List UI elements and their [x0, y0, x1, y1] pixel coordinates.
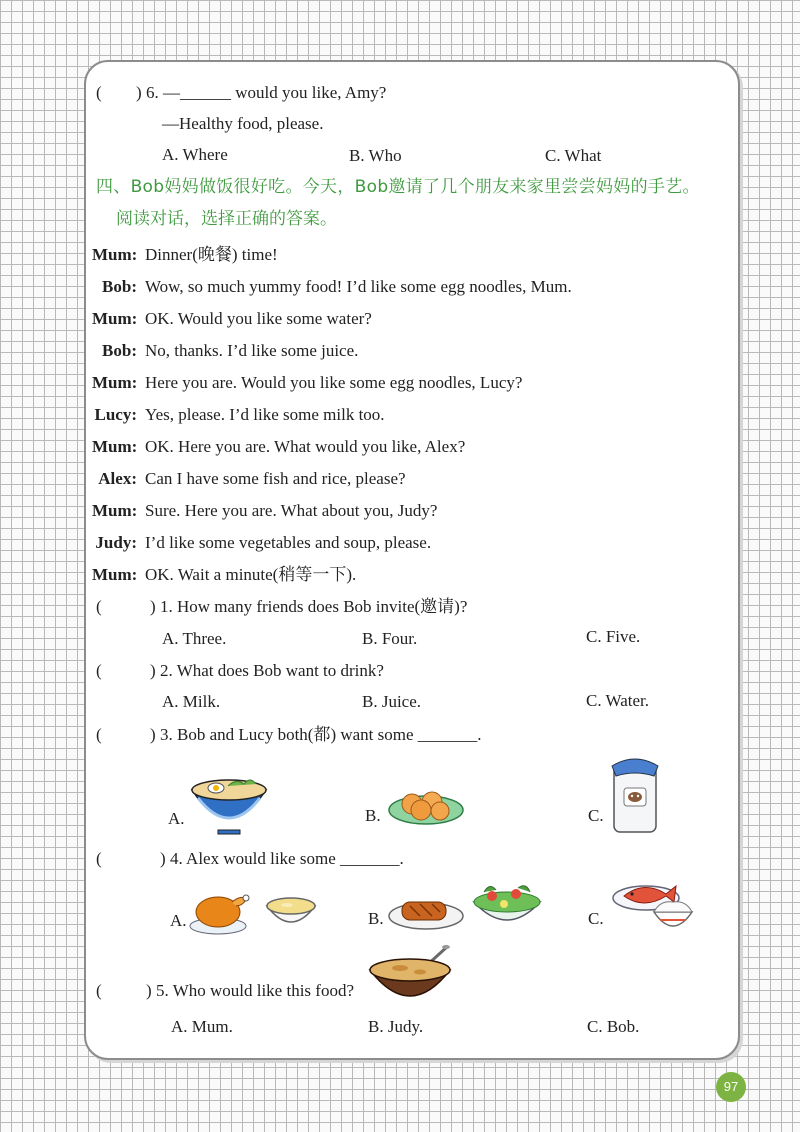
steak-plate-picture [388, 892, 466, 932]
speaker-label: Judy: [95, 533, 137, 552]
vegetable-salad-picture [470, 878, 544, 932]
answer-paren-close: ) [150, 597, 156, 616]
dialogue-line: Dinner(晚餐) time! [145, 245, 278, 264]
rice-bowl-picture [652, 900, 694, 934]
speaker-label: Bob: [102, 277, 137, 296]
dialogue-line: Can I have some fish and rice, please? [145, 469, 406, 488]
question-2-option-c: C. Water. [586, 691, 650, 710]
dialogue-line: I’d like some vegetables and soup, please. [145, 533, 432, 552]
question-3-option-b-label: B. [365, 806, 381, 825]
speaker-label: Bob: [102, 341, 137, 360]
dialogue-line: Sure. Here you are. What about you, Judy? [145, 501, 438, 520]
question-4-option-b-label: B. [368, 909, 384, 928]
answer-paren-close: ) [146, 981, 152, 1000]
answer-paren-close: ) [150, 661, 156, 680]
speaker-label: Mum: [92, 245, 138, 264]
question-2-stem: 2. What does Bob want to drink? [160, 661, 384, 680]
speaker-label: Lucy: [94, 405, 137, 424]
noodle-bowl-picture [188, 768, 270, 836]
dialogue-line: Yes, please. I’d like some milk too. [145, 405, 385, 424]
section-4-instruction: 阅读对话，选择正确的答案。 [116, 209, 337, 229]
speaker-label: Mum: [92, 437, 138, 456]
soup-bowl-picture [265, 894, 317, 934]
question-4-stem: 4. Alex would like some _______. [170, 849, 404, 868]
answer-paren-close: ) [150, 725, 156, 744]
question-4-option-a-label: A. [170, 911, 187, 930]
dialogue-line: Here you are. Would you like some egg noodles, Lucy? [145, 373, 523, 392]
question-5-option-a: A. Mum. [171, 1017, 233, 1036]
question-6-option-a: A. Where [162, 145, 228, 164]
question-1-option-a: A. Three. [162, 629, 227, 648]
section-4-heading: 四、Bob妈妈做饭很好吃。今天，Bob邀请了几个朋友来家里尝尝妈妈的手艺。 [96, 177, 700, 197]
speaker-label: Mum: [92, 501, 138, 520]
speaker-label: Mum: [92, 565, 138, 584]
question-6-option-c: C. What [545, 146, 602, 165]
question-3-option-a-label: A. [168, 809, 185, 828]
question-1-option-c: C. Five. [586, 627, 641, 646]
answer-paren-open: ( [96, 725, 102, 744]
question-1-stem: 1. How many friends does Bob invite(邀请)? [160, 597, 468, 616]
answer-paren-close: ) [136, 83, 142, 102]
question-5-option-b: B. Judy. [368, 1017, 424, 1036]
page-number-badge: 97 [716, 1072, 746, 1102]
answer-paren-open: ( [96, 849, 102, 868]
answer-paren-open: ( [96, 597, 102, 616]
question-6-option-b: B. Who [349, 146, 402, 165]
question-2-option-a: A. Milk. [162, 692, 221, 711]
question-2-option-b: B. Juice. [362, 692, 422, 711]
eggs-plate-picture [388, 780, 464, 828]
question-4-option-c-label: C. [588, 909, 604, 928]
dialogue-line: OK. Here you are. What would you like, Alex? [145, 437, 466, 456]
question-5-stem: 5. Who would like this food? [156, 981, 354, 1000]
answer-paren-open: ( [96, 83, 102, 102]
question-3-stem: 3. Bob and Lucy both(都) want some _______. [160, 725, 482, 744]
dialogue-line: No, thanks. I’d like some juice. [145, 341, 359, 360]
question-6-stem: 6. —______ would you like, Amy? [146, 83, 387, 102]
question-1-option-b: B. Four. [362, 629, 418, 648]
answer-paren-open: ( [96, 661, 102, 680]
soup-pot-picture [366, 944, 454, 1006]
question-5-option-c: C. Bob. [587, 1017, 640, 1036]
dialogue-line: Wow, so much yummy food! I’d like some egg noodles, Mum. [145, 277, 572, 296]
answer-paren-close: ) [160, 849, 166, 868]
speaker-label: Mum: [92, 309, 138, 328]
speaker-label: Mum: [92, 373, 138, 392]
answer-paren-open: ( [96, 981, 102, 1000]
milk-bottle-picture [610, 752, 660, 836]
dialogue-line: OK. Wait a minute(稍等一下). [145, 565, 357, 584]
dialogue-line: OK. Would you like some water? [145, 309, 372, 328]
roast-chicken-picture [188, 884, 250, 936]
question-3-option-c-label: C. [588, 806, 604, 825]
speaker-label: Alex: [98, 469, 137, 488]
question-6-answer: —Healthy food, please. [162, 114, 324, 133]
